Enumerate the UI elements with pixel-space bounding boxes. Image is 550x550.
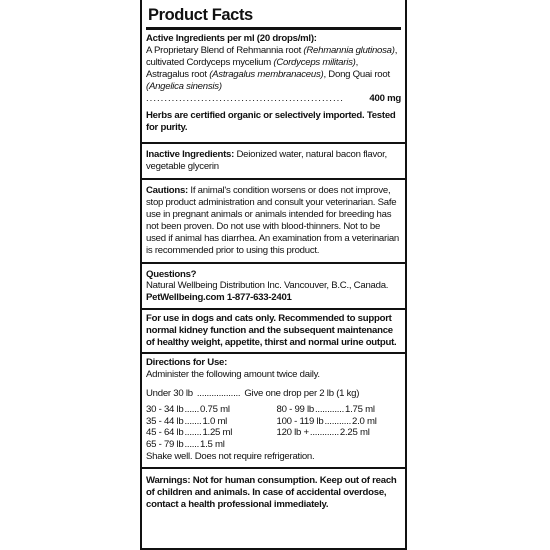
active-ingredients-heading: Active Ingredients per ml (20 drops/ml): [146,33,317,44]
under-30-leader: .................. [196,387,241,399]
dose-weight: 120 lb + [276,427,309,439]
dose-weight: 45 - 64 lb [146,427,184,439]
under-30-dose: Give one drop per 2 lb (1 kg) [244,387,360,399]
dose-amount: 1.25 ml [202,427,233,439]
company-contact: PetWellbeing.com 1-877-633-2401 [146,292,292,304]
blend-amount-row [146,93,401,105]
dose-row [146,404,271,416]
dose-amount: 1.75 ml [345,403,375,415]
cautions-text: If animal's condition worsens or does not improve, stop product administration and consult your veterinarian. Safe use in pregnant animals or animals intended for breeding has not been proven. Do not use with blood-thinners. Not to be used if animal has diarrhea. An examination from a veterinarian is recommended prior to using this product. [146,185,400,256]
directions-heading: Directions for Use: [146,356,228,368]
dosage-table [146,404,401,452]
active-ingredients-section [146,30,401,135]
dose-amount: 1.0 ml [202,415,228,427]
product-facts-panel [140,0,407,550]
dose-amount: 1.5 ml [200,439,225,451]
dose-weight: 80 - 99 lb [276,403,315,415]
latin-astragalus: (Astragalus membranaceus) [209,68,324,80]
dose-weight: 35 - 44 lb [146,415,184,427]
dose-leader: ............ [309,427,339,439]
dose-row [277,427,402,439]
panel-title: Product Facts [146,0,401,30]
dose-leader: ....... [184,415,202,427]
inactive-ingredients-section [146,144,401,178]
directions-intro: Administer the following amount twice daily. [146,368,320,380]
dose-leader: ...... [184,439,200,451]
under-30-weight: Under 30 lb [146,387,193,399]
dose-row [146,427,271,439]
dose-row [146,416,271,428]
inactive-ingredients-text: Deionized water, natural bacon flavor, vegetable glycerin [146,149,387,173]
cautions-label: Cautions: [146,185,188,197]
dose-weight: 100 - 119 lb [276,415,324,427]
dose-leader: ........... [324,415,352,427]
amount-leader: ...................................................... [146,92,344,104]
company-address: Natural Wellbeing Distribution Inc. Vancouver, B.C., Canada. [146,280,389,292]
dose-leader: ............ [315,403,345,415]
dose-leader: ...... [184,403,200,415]
storage-instructions: Shake well. Does not require refrigeration. [146,451,315,463]
dose-row [277,416,402,428]
dose-amount: 2.25 ml [339,427,370,439]
inactive-ingredients-label: Inactive Ingredients: [146,149,235,161]
use-statement: For use in dogs and cats only. Recommended to support normal kidney function and the subsequent maintenance of healthy weight, appetite, thirst and normal urine output. [146,313,397,349]
blend-amount: 400 mg [369,92,401,104]
warnings-section [146,469,401,515]
proprietary-blend-text [146,45,401,93]
cautions-section [146,180,401,261]
dose-amount: 2.0 ml [352,415,377,427]
questions-section [146,264,401,309]
warnings-label: Warnings: [146,475,191,487]
dose-row [277,404,402,416]
blend-part-astragalus: , Astragalus root [146,56,358,80]
blend-part-cordyceps: , cultivated Cordyceps mycelium [146,44,398,68]
under-30-row [146,388,401,400]
questions-heading: Questions? [146,268,197,280]
dose-amount: 0.75 ml [200,403,230,415]
dose-leader: ....... [184,427,202,439]
dose-row [146,439,271,451]
warnings-text: Not for human consumption. Keep out of reach of children and animals. In case of accidental overdose, contact a health professional immediately. [146,475,397,510]
dose-weight: 30 - 34 lb [146,403,184,415]
latin-rehmannia: (Rehmannia glutinosa) [303,44,395,56]
blend-part-dong-quai: , Dong Quai root [323,68,390,80]
certified-statement: Herbs are certified organic or selectively imported. Tested for purity. [146,110,396,134]
dose-weight: 65 - 79 lb [146,439,184,451]
directions-section [146,354,401,467]
blend-part-rehmannia: A Proprietary Blend of Rehmannia root [146,44,304,56]
latin-dong-quai: (Angelica sinensis) [146,80,222,92]
latin-cordyceps: (Cordyceps militaris) [273,56,356,68]
